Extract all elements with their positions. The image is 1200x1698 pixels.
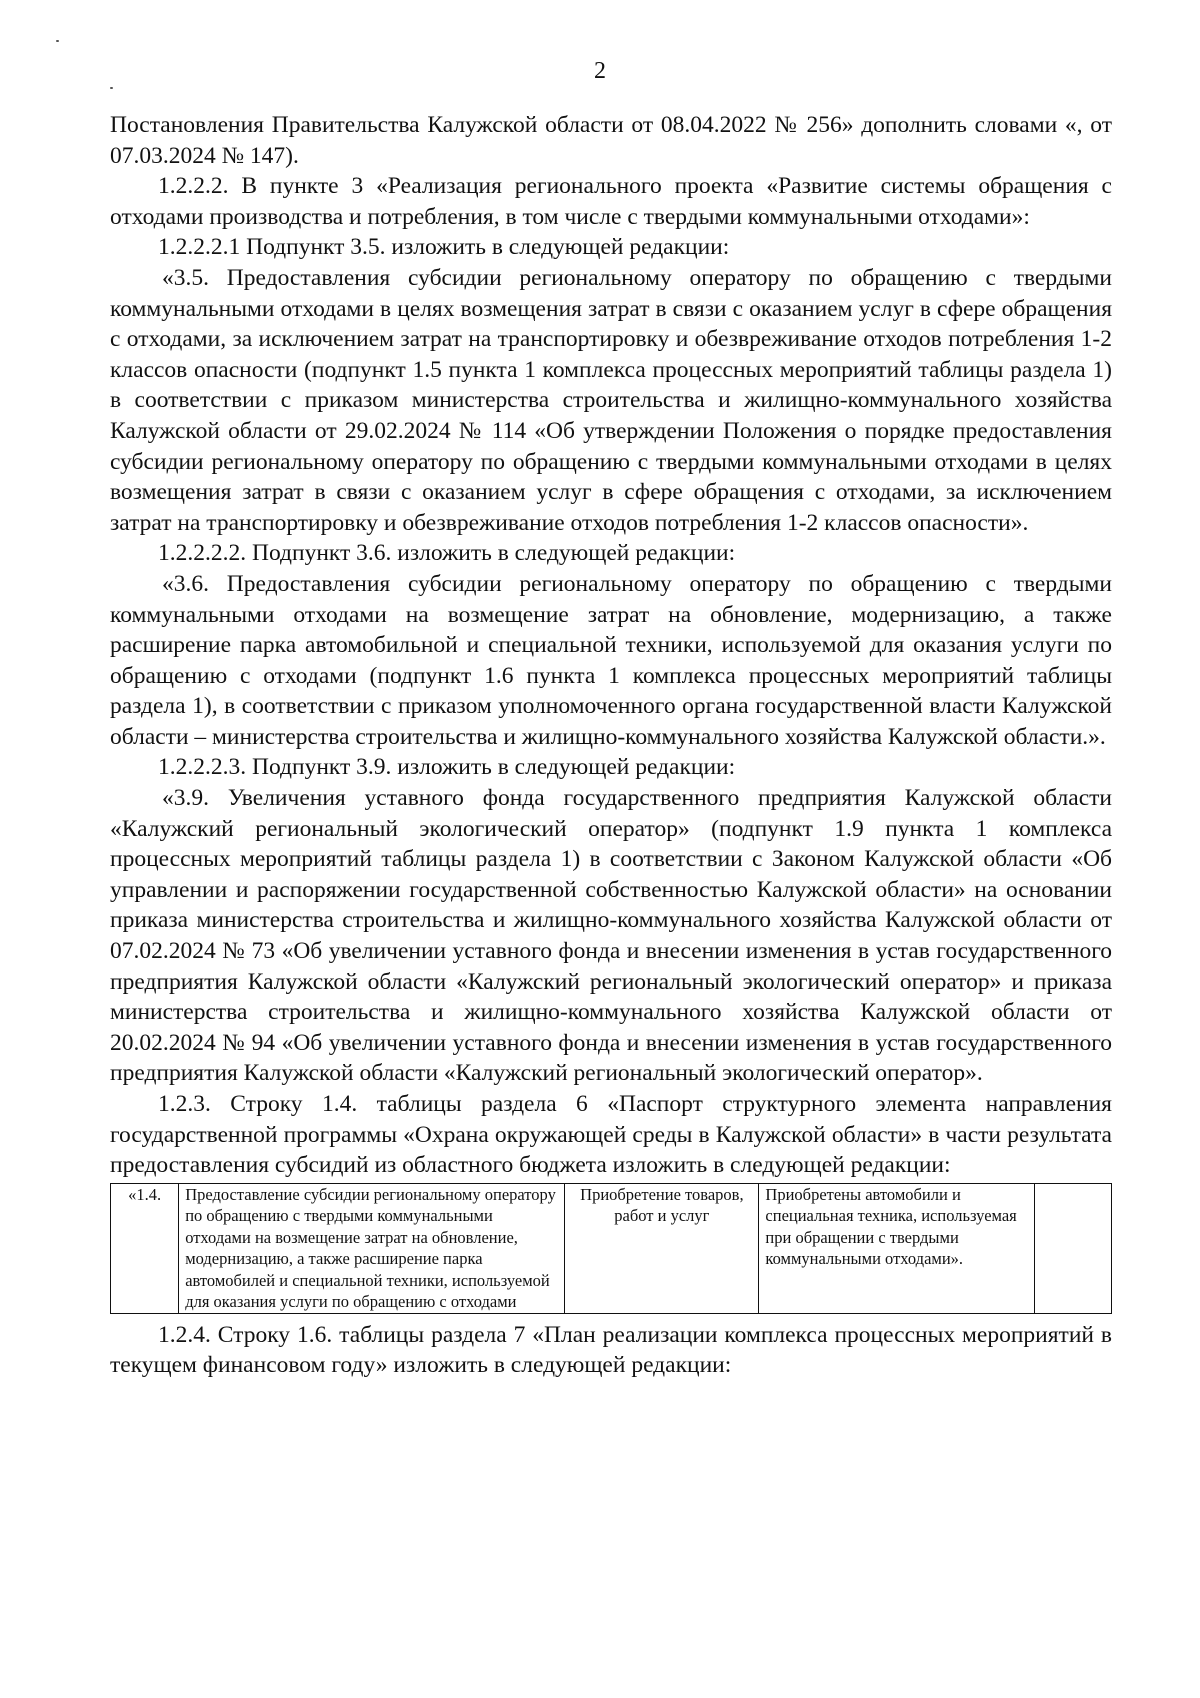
paragraph-continuation: Постановления Правительства Калужской области от 08.04.2022 № 256» дополнить словами «, от 07.03.2024 № 147). [110,112,1112,169]
quote-subclause-3-5: «3.5. Предоставления субсидии региональному оператору по обращению с твердыми коммунальными отходами в целях возмещения затрат в связи с оказанием услуг в сфере обращения с отходами, за исключением затрат на транспортировку и обезвреживание отходов потребления 1-2 классов опасности (подпункт 1.5 пункта 1 комплекса процессных мероприятий таблицы раздела 1) в соответствии с приказом министерства строительства и жилищно-коммунального хозяйства Калужской области от 29.02.2024 № 114 «Об утверждении Положения о порядке предоставления субсидии региональному оператору по обращению с твердыми коммунальными отходами в целях возмещения затрат в связи с оказанием услуг в сфере обращения с отходами, за исключением затрат на транспортировку и обезвреживание отходов потребления 1-2 классов опасности». [110,264,1112,536]
page-number: 2 [594,58,606,84]
scan-speck [110,87,113,89]
row-result-cell: Приобретены автомобили и специальная техника, используемая при обращении с твердыми коммунальными отходами». [759,1183,1035,1313]
row-number-cell: «1.4. [111,1183,179,1313]
scan-speck [56,40,59,42]
paragraph-1-2-2-2: 1.2.2.2. В пункте 3 «Реализация регионального проекта «Развитие системы обращения с отходами производства и потребления, в том числе с твердыми коммунальными отходами»: [110,173,1112,230]
paragraph-1-2-4: 1.2.4. Строку 1.6. таблицы раздела 7 «План реализации комплекса процессных мероприятий в текущем финансовом году» изложить в следующей редакции: [110,1321,1112,1379]
row-type-cell: Приобретение товаров, работ и услуг [565,1183,759,1313]
paragraph-1-2-2-2-2: 1.2.2.2.2. Подпункт 3.6. изложить в следующей редакции: [158,540,736,567]
row-description-cell: Предоставление субсидии региональному оператору по обращению с твердыми коммунальными отходами на возмещение затрат на обновление, модернизацию, а также расширение парка автомобилей и специальной техники, используемой для оказания услуги по обращению с отходами [179,1183,565,1313]
row-empty-cell [1035,1183,1112,1313]
document-body [110,110,1112,1381]
table-row [111,1183,1112,1313]
quote-subclause-3-6: «3.6. Предоставления субсидии региональному оператору по обращению с твердыми коммунальными отходами на возмещение затрат на обновление, модернизацию, а также расширение парка автомобильной и специальной техники, используемой для оказания услуги по обращению с отходами (подпункт 1.6 пункта 1 комплекса процессных мероприятий таблицы раздела 1), в соответствии с приказом уполномоченного органа государственной власти Калужской области – министерства строительства и жилищно-коммунального хозяйства Калужской области.». [110,570,1112,750]
quote-subclause-3-9: «3.9. Увеличения уставного фонда государственного предприятия Калужской области «Калужский региональный экологический оператор» (подпункт 1.9 пункта 1 комплекса процессных мероприятий таблицы раздела 1) в соответствии с Законом Калужской области «Об управлении и распоряжении государственной собственностью Калужской области» на основании приказа министерства строительства и жилищно-коммунального хозяйства Калужской области от 07.02.2024 № 73 «Об увеличении уставного фонда и внесении изменения в устав государственного предприятия Калужской области «Калужский региональный экологический оператор» и приказа министерства строительства и жилищно-коммунального хозяйства Калужской области от 20.02.2024 № 94 «Об увеличении уставного фонда и внесении изменения в устав государственного предприятия Калужской области «Калужский региональный экологический оператор». [110,785,1112,1087]
paragraph-1-2-2-2-1: 1.2.2.2.1 Подпункт 3.5. изложить в следующей редакции: [158,234,730,261]
amendment-table [110,1183,1112,1314]
paragraph-1-2-3: 1.2.3. Строку 1.4. таблицы раздела 6 «Паспорт структурного элемента направления государственной программы «Охрана окружающей среды в Калужской области» в части результата предоставления субсидий из областного бюджета изложить в следующей редакции: [110,1091,1112,1179]
paragraph-1-2-2-2-3: 1.2.2.2.3. Подпункт 3.9. изложить в следующей редакции: [158,754,736,781]
